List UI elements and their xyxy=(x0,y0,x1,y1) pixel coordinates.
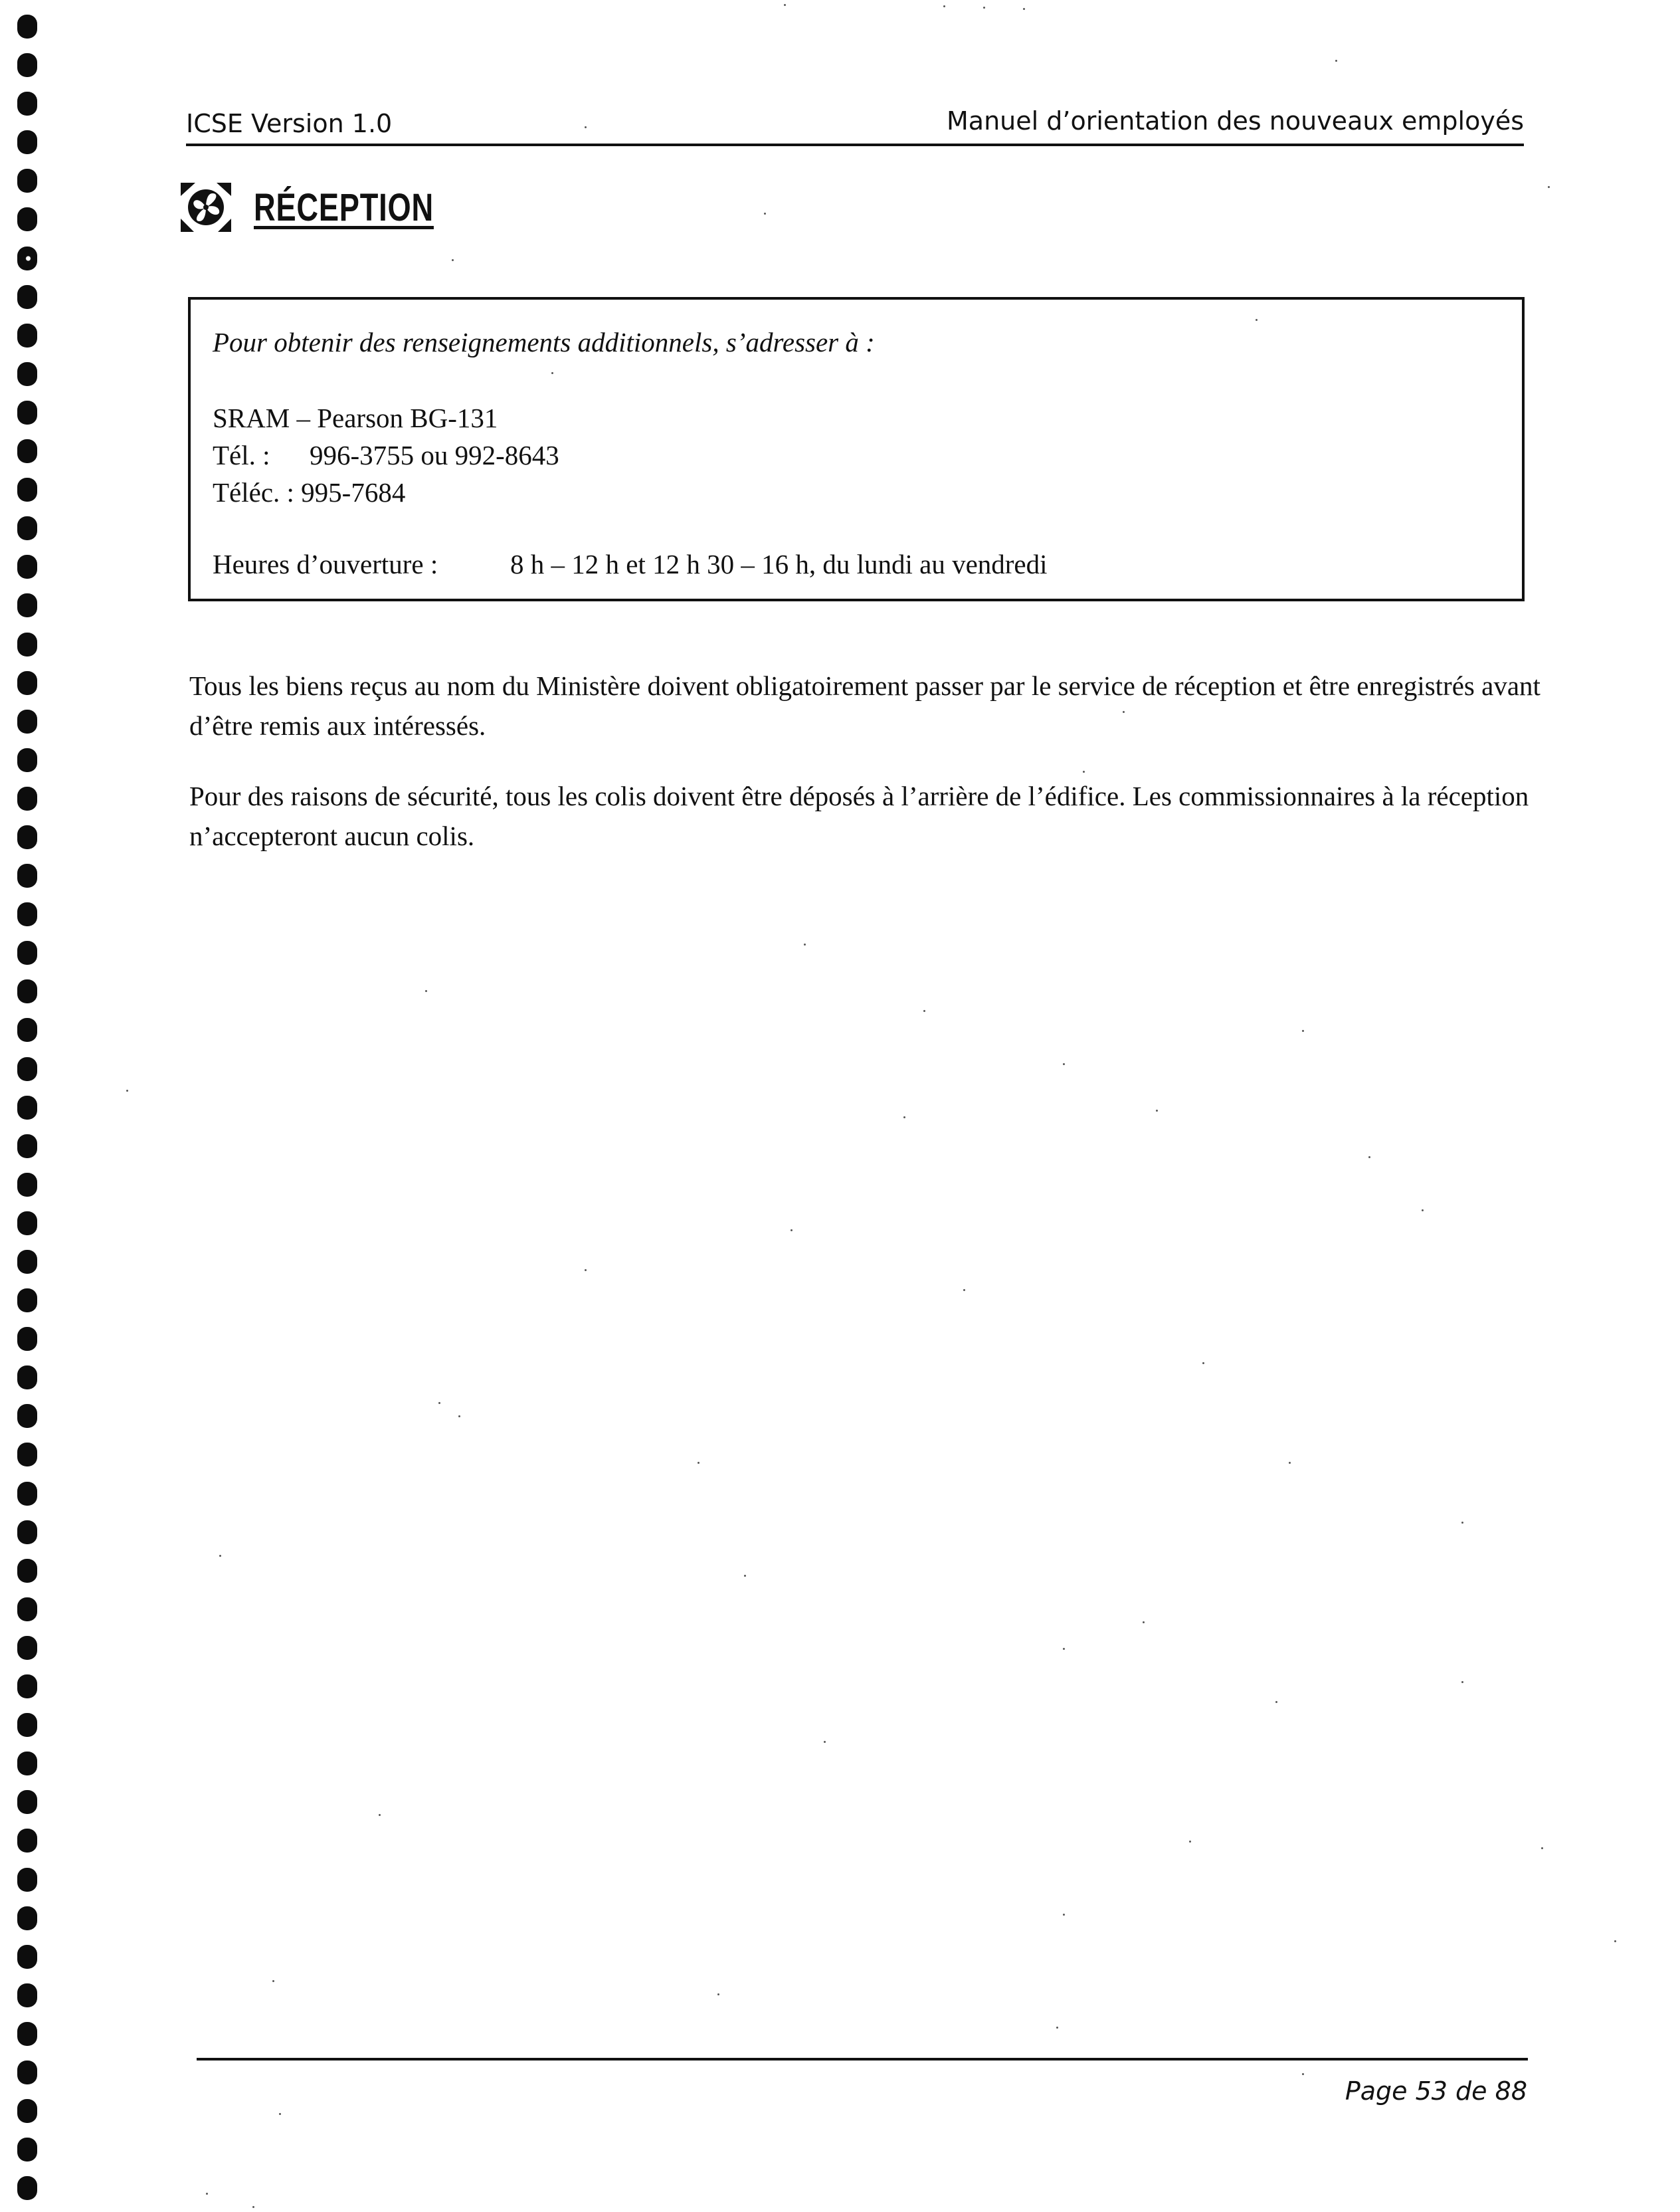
scan-speck xyxy=(1083,771,1085,773)
binder-hole xyxy=(17,478,37,502)
scan-speck xyxy=(252,2206,254,2208)
binder-hole xyxy=(17,1559,37,1583)
scan-speck xyxy=(923,1010,925,1012)
binder-hole xyxy=(17,941,37,965)
scan-speck xyxy=(1302,2073,1304,2075)
binder-hole xyxy=(17,1018,37,1042)
binder-hole xyxy=(17,710,37,734)
scan-speck xyxy=(1368,1156,1370,1158)
binder-hole xyxy=(17,1829,37,1853)
binder-hole xyxy=(17,1945,37,1969)
scan-speck xyxy=(1289,1462,1291,1464)
scan-speck xyxy=(764,213,766,215)
scan-speck xyxy=(585,126,587,128)
binder-hole xyxy=(17,671,37,695)
header-manual-title: Manuel d’orientation des nouveaux employés xyxy=(947,106,1524,136)
binder-hole xyxy=(17,516,37,540)
binder-hole xyxy=(17,2138,37,2162)
binder-hole xyxy=(17,169,37,193)
binder-hole xyxy=(17,1868,37,1892)
scan-speck xyxy=(379,1814,381,1816)
scan-speck xyxy=(458,1415,460,1417)
info-intro: Pour obtenir des renseignements additionnels, s’adresser à : xyxy=(213,327,875,357)
scan-speck xyxy=(1302,1030,1304,1032)
scan-speck xyxy=(698,1462,700,1464)
binder-hole xyxy=(17,1983,37,2007)
telephone-label: Tél. : xyxy=(213,440,270,470)
binder-hole xyxy=(17,593,37,617)
scan-speck xyxy=(126,1090,128,1092)
scan-speck xyxy=(903,1116,905,1118)
binder-hole xyxy=(17,1327,37,1351)
binder-hole xyxy=(17,1674,37,1698)
binder-hole xyxy=(17,401,37,425)
scan-speck xyxy=(219,1555,221,1557)
header-version: ICSE Version 1.0 xyxy=(186,109,393,138)
binder-hole xyxy=(17,285,37,309)
binder-hole xyxy=(17,362,37,386)
scan-speck xyxy=(1461,1522,1463,1524)
scan-speck xyxy=(1335,60,1337,62)
scan-speck xyxy=(279,2113,281,2115)
opening-hours-line xyxy=(213,546,1048,583)
scan-speck xyxy=(804,944,806,946)
scan-speck xyxy=(1461,1681,1463,1683)
binder-hole xyxy=(17,53,37,77)
scan-speck xyxy=(585,1269,587,1271)
binder-hole xyxy=(17,1482,37,1506)
scan-speck xyxy=(206,2193,208,2195)
footer-rule xyxy=(197,2058,1528,2061)
opening-hours-value: 8 h – 12 h et 12 h 30 – 16 h, du lundi au vendredi xyxy=(510,549,1048,579)
section-heading xyxy=(179,181,484,234)
binder-hole xyxy=(17,15,37,39)
scan-speck xyxy=(425,990,427,992)
paragraph-goods-reception: Tous les biens reçus au nom du Ministère doivent obligatoirement passer par le service de réception et être enregistrés avant d’être remis aux intéressés. xyxy=(189,670,1540,741)
scan-speck xyxy=(824,1741,826,1743)
binder-hole xyxy=(17,1636,37,1660)
scan-speck xyxy=(1422,1209,1424,1211)
binder-hole xyxy=(17,1211,37,1235)
section-title: RÉCEPTION xyxy=(254,185,434,229)
binder-hole xyxy=(17,207,37,231)
section-bullet-icon xyxy=(179,181,233,233)
binder-hole xyxy=(17,1906,37,1930)
scan-speck xyxy=(1063,1914,1065,1916)
binder-hole xyxy=(17,2176,37,2200)
binder-hole xyxy=(17,92,37,116)
scan-speck xyxy=(1614,1940,1616,1942)
scan-speck xyxy=(272,1980,274,1982)
scan-speck xyxy=(1202,1362,1204,1364)
binder-hole xyxy=(17,324,37,348)
binder-hole xyxy=(17,1597,37,1621)
fax-number: Téléc. : 995-7684 xyxy=(213,477,406,508)
binder-hole xyxy=(17,1057,37,1081)
binder-hole xyxy=(17,902,37,926)
binder-hole xyxy=(17,555,37,579)
binder-hole xyxy=(17,864,37,888)
binder-hole xyxy=(17,1173,37,1197)
scan-speck xyxy=(1123,711,1125,713)
scan-speck xyxy=(791,1229,793,1231)
contact-info-box xyxy=(188,297,1525,601)
scan-speck xyxy=(1189,1841,1191,1843)
binder-hole xyxy=(17,1288,37,1312)
binder-hole xyxy=(17,1520,37,1544)
telephone-line xyxy=(213,437,559,474)
running-header xyxy=(186,106,1524,146)
scan-speck xyxy=(1063,1063,1065,1065)
scan-speck xyxy=(551,372,553,374)
binder-hole xyxy=(17,1134,37,1158)
scan-speck xyxy=(452,259,454,261)
binder-hole xyxy=(17,633,37,656)
office-location: SRAM – Pearson BG-131 xyxy=(213,403,498,433)
binder-hole xyxy=(17,1250,37,1274)
binder-hole xyxy=(17,247,37,270)
binder-hole xyxy=(17,748,37,772)
binder-hole xyxy=(17,1404,37,1428)
scan-speck xyxy=(438,1402,440,1404)
page-number: Page 53 de 88 xyxy=(1345,2076,1527,2106)
binder-hole xyxy=(17,2022,37,2046)
binder-hole xyxy=(17,825,37,849)
binder-hole xyxy=(17,1365,37,1389)
binder-hole xyxy=(17,2061,37,2084)
scan-speck xyxy=(1548,186,1550,188)
scan-speck xyxy=(1541,1847,1543,1849)
scan-speck xyxy=(983,7,985,9)
scan-speck xyxy=(1023,8,1025,10)
binder-hole xyxy=(17,1752,37,1775)
binder-hole xyxy=(17,979,37,1003)
scan-speck xyxy=(717,1993,719,1995)
binder-hole xyxy=(17,1096,37,1120)
scan-speck xyxy=(943,5,945,7)
scan-speck xyxy=(1063,1648,1065,1650)
binder-hole xyxy=(17,1790,37,1814)
telephone-numbers: 996-3755 ou 992-8643 xyxy=(310,440,559,470)
binder-hole xyxy=(17,1713,37,1737)
scan-speck xyxy=(1056,2027,1058,2029)
scan-speck xyxy=(1143,1621,1145,1623)
scan-speck xyxy=(963,1289,965,1291)
binder-hole xyxy=(17,130,37,154)
scan-speck xyxy=(1156,1110,1158,1112)
binder-hole xyxy=(17,787,37,811)
binder-hole xyxy=(17,2099,37,2123)
binder-hole xyxy=(17,439,37,463)
binder-hole xyxy=(17,1443,37,1466)
scan-speck xyxy=(1275,1701,1277,1703)
scan-speck xyxy=(744,1575,746,1577)
scan-speck xyxy=(784,4,786,6)
paragraph-security-parcels: Pour des raisons de sécurité, tous les colis doivent être déposés à l’arrière de l’édifice. Les commissionnaires à la réception n’accepteront aucun colis. xyxy=(189,781,1529,851)
opening-hours-label: Heures d’ouverture : xyxy=(213,549,438,579)
binder-holes xyxy=(17,15,37,2201)
scan-speck xyxy=(1256,319,1258,321)
